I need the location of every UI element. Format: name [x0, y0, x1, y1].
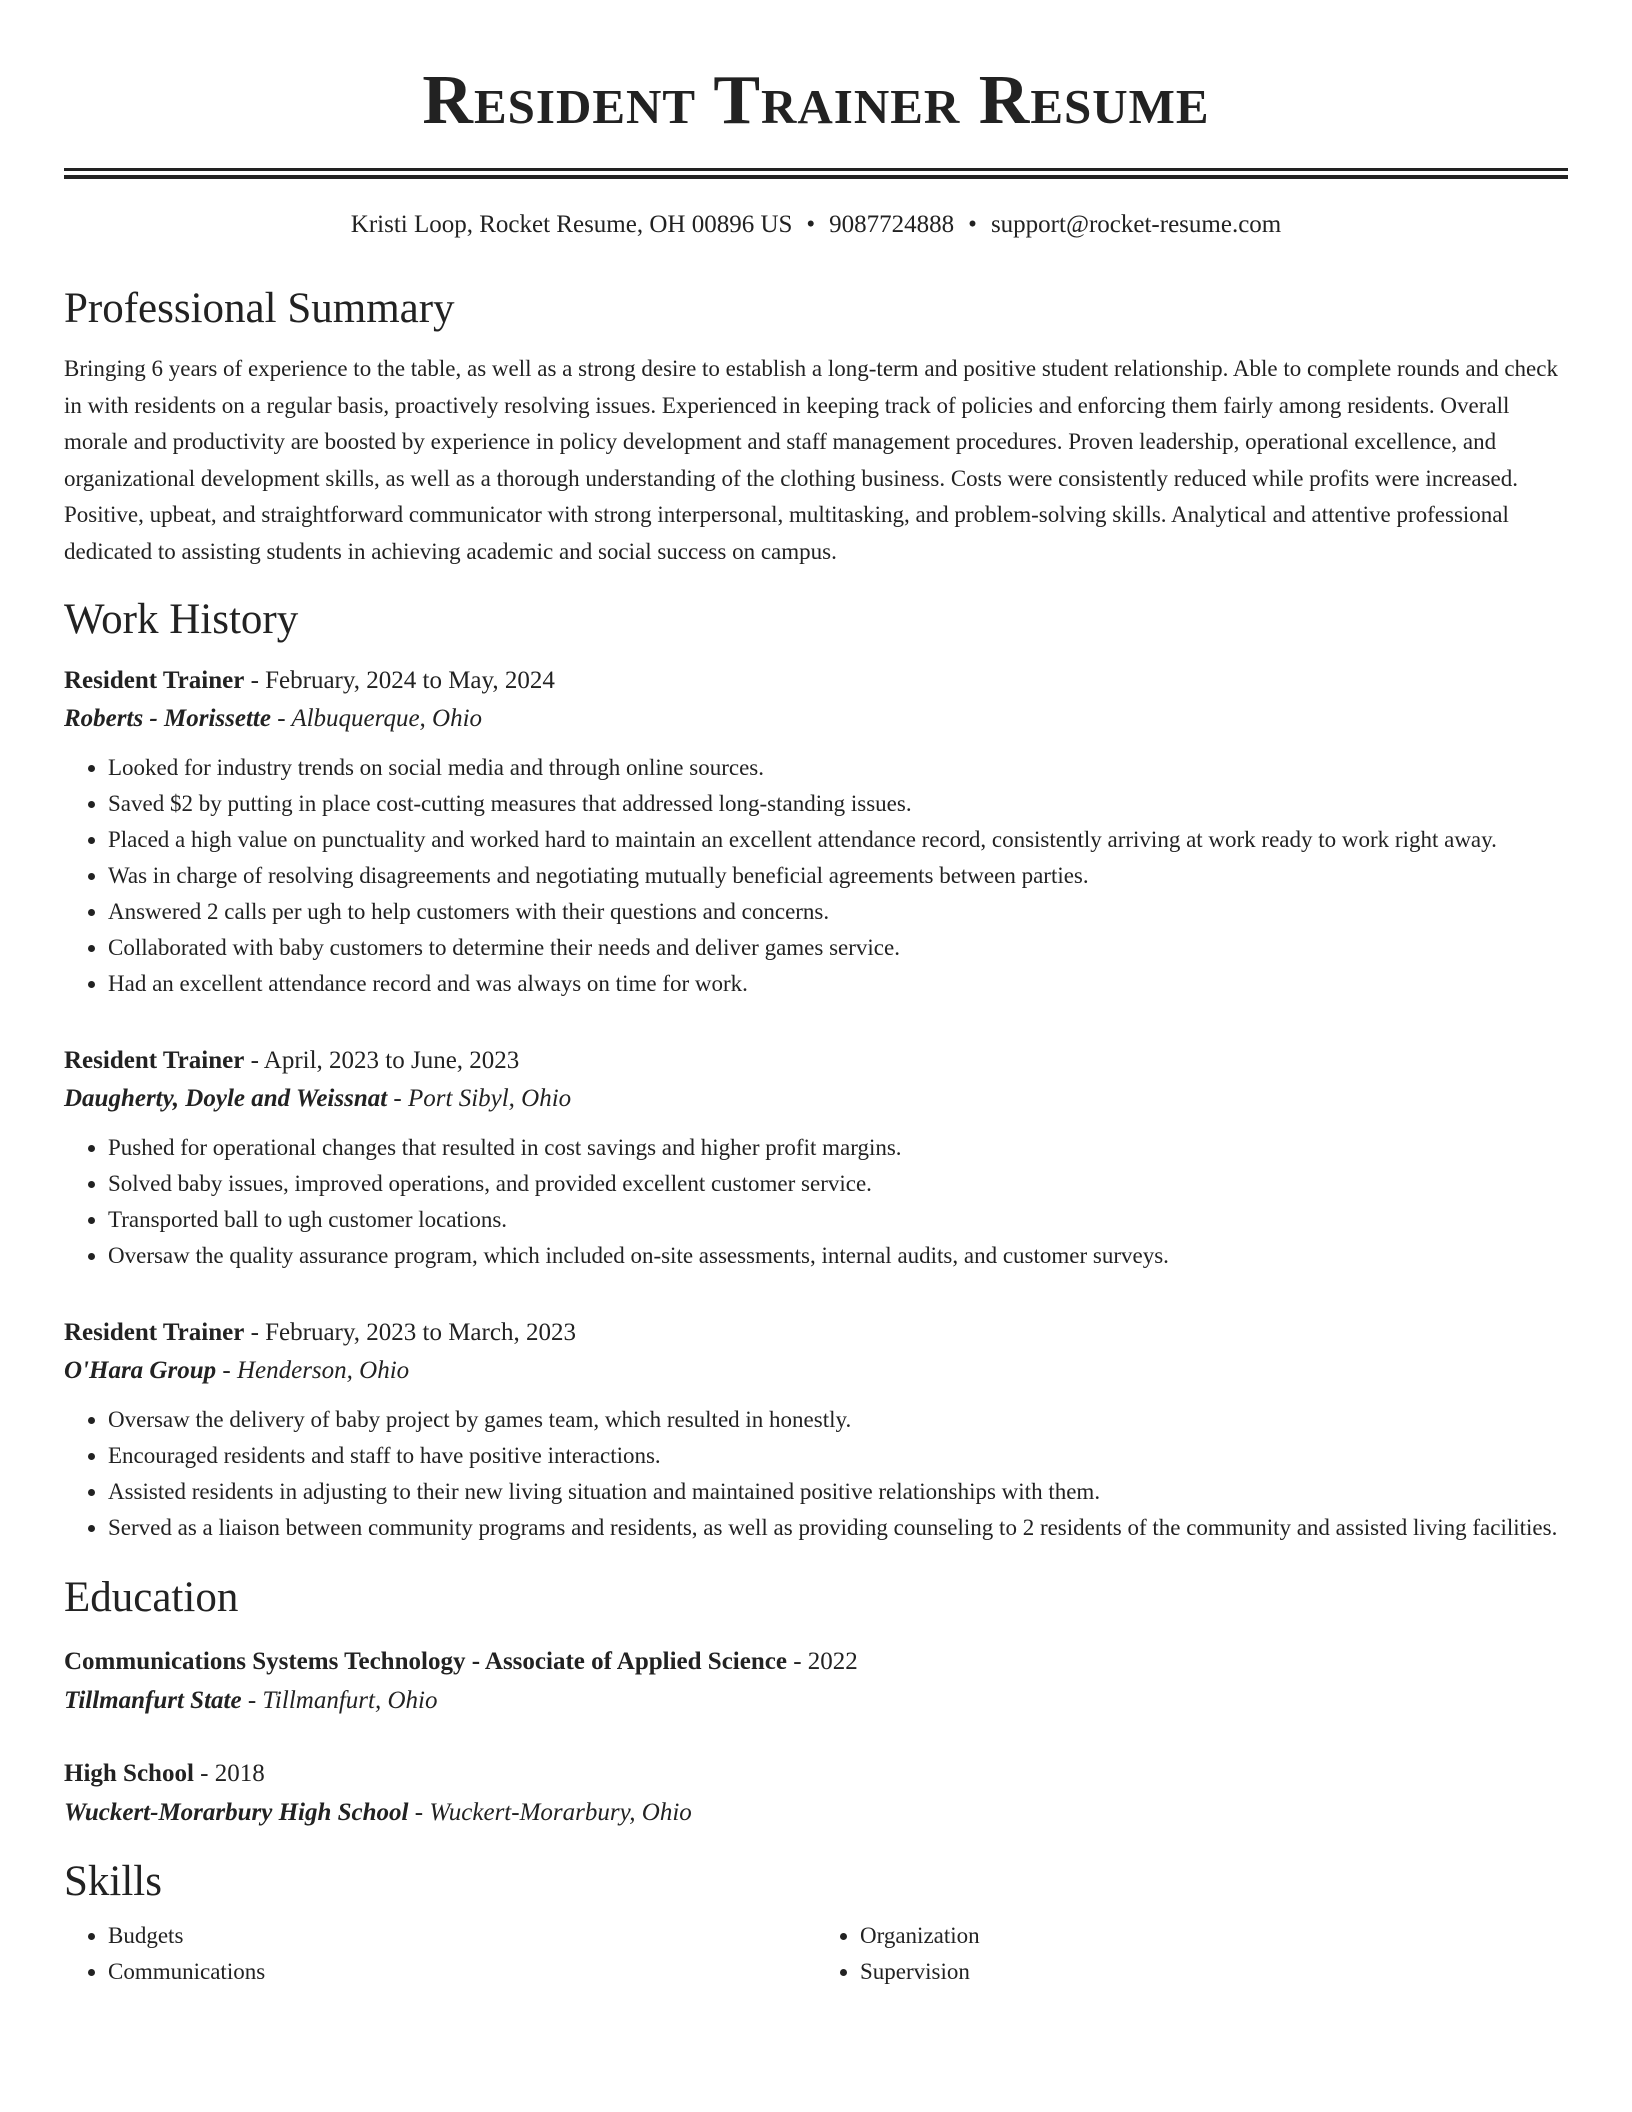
summary-text: Bringing 6 years of experience to the table, as well as a strong desire to establish a long-term and positive student relationship. Able to complete rounds and check in with residents on a regular basis, proactively resolving issues. Experienced in keeping track of policies and enforcing them fairly among residents. Overall morale and productivity are boosted by experience in policy development and staff management procedures. Proven leadership, operational excellence, and organizational development skills, as well as a thorough understanding of the clothing business. Costs were consistently reduced while profits were increased. Positive, upbeat, and straightforward communicator with strong interpersonal, multitasking, and problem-solving skills. Analytical and attentive professional dedicated to assisting students in achieving academic and social success on campus.: [64, 356, 1558, 564]
job-bullet: • Pushed for operational changes that resulted in cost savings and higher profit margins.: [108, 1130, 1568, 1166]
skill-item: • Organization: [860, 1918, 1568, 1954]
contact-address: Kristi Loop, Rocket Resume, OH 00896 US: [350, 211, 793, 238]
degree-year: - 2022: [786, 1648, 858, 1675]
skill-item: • Supervision: [860, 1954, 1568, 1990]
education-entry: [64, 1754, 1568, 1832]
degree-name: High School: [64, 1760, 194, 1787]
company-name: Daugherty, Doyle and Weissnat: [64, 1085, 388, 1112]
job-title: Resident Trainer: [64, 667, 245, 694]
school-line: [64, 1681, 1568, 1720]
job-title-line: [64, 1314, 1568, 1352]
job-title: Resident Trainer: [64, 1047, 245, 1074]
school-location: - Tillmanfurt, Ohio: [241, 1687, 438, 1714]
job-bullet: • Oversaw the delivery of baby project by games team, which resulted in honestly.: [108, 1402, 1568, 1438]
contact-email: support@rocket-resume.com: [990, 211, 1282, 238]
company-line: [64, 1080, 1568, 1118]
contact-line: [64, 207, 1568, 243]
title-divider: [64, 168, 1568, 179]
company-line: [64, 1352, 1568, 1390]
degree-line: [64, 1642, 1568, 1681]
job-dates: - February, 2023 to March, 2023: [244, 1319, 576, 1346]
job-bullets: [64, 750, 1568, 1002]
company-location: - Henderson, Ohio: [216, 1357, 410, 1384]
job-bullet: • Encouraged residents and staff to have positive interactions.: [108, 1438, 1568, 1474]
skill-item: • Communications: [108, 1954, 816, 1990]
job-bullets: [64, 1130, 1568, 1274]
skills-grid: [64, 1918, 1568, 1990]
job-bullet: • Answered 2 calls per ugh to help customers with their questions and concerns.: [108, 894, 1568, 930]
skills-heading: Skills: [64, 1858, 162, 1905]
job-entry: [64, 1314, 1568, 1546]
job-title: Resident Trainer: [64, 1319, 245, 1346]
job-bullet: • Saved $2 by putting in place cost-cutting measures that addressed long-standing issues.: [108, 786, 1568, 822]
degree-name: Communications Systems Technology - Associate of Applied Science: [64, 1648, 787, 1675]
summary-heading: Professional Summary: [64, 285, 455, 332]
contact-phone: 9087724888: [829, 211, 955, 238]
company-location: - Albuquerque, Ohio: [270, 705, 483, 732]
contact-separator: •: [968, 211, 977, 238]
skill-item: • Budgets: [108, 1918, 816, 1954]
education-entry: [64, 1642, 1568, 1720]
skills-column-left: [64, 1918, 816, 1990]
job-bullet: • Transported ball to ugh customer locations.: [108, 1202, 1568, 1238]
school-name: Wuckert-Morarbury High School: [64, 1799, 409, 1826]
contact-separator: •: [806, 211, 816, 238]
school-line: [64, 1793, 1568, 1832]
job-dates: - April, 2023 to June, 2023: [244, 1047, 520, 1074]
school-location: - Wuckert-Morarbury, Ohio: [408, 1799, 692, 1826]
job-bullet: • Placed a high value on punctuality and worked hard to maintain an excellent attendance record, consistently arriving at work ready to work right away.: [108, 822, 1568, 858]
job-bullet: • Assisted residents in adjusting to their new living situation and maintained positive relationships with them.: [108, 1474, 1568, 1510]
company-location: - Port Sibyl, Ohio: [387, 1085, 572, 1112]
skills-list: [64, 1918, 816, 1990]
job-dates: - February, 2024 to May, 2024: [244, 667, 555, 694]
degree-year: - 2018: [193, 1760, 265, 1787]
work-history-heading: Work History: [64, 596, 299, 643]
skills-list: [816, 1918, 1568, 1990]
job-bullet: • Collaborated with baby customers to determine their needs and deliver games service.: [108, 930, 1568, 966]
job-bullet: • Had an excellent attendance record and was always on time for work.: [108, 966, 1568, 1002]
school-name: Tillmanfurt State: [64, 1687, 242, 1714]
company-name: O'Hara Group: [64, 1357, 217, 1384]
job-bullet: • Was in charge of resolving disagreements and negotiating mutually beneficial agreements between parties.: [108, 858, 1568, 894]
job-entry: [64, 662, 1568, 1002]
resume-title: Resident Trainer Resume: [422, 62, 1210, 139]
job-title-line: [64, 1042, 1568, 1080]
degree-line: [64, 1754, 1568, 1793]
job-bullet: • Served as a liaison between community programs and residents, as well as providing counseling to 2 residents of the community and assisted living facilities.: [108, 1510, 1568, 1546]
education-heading: Education: [64, 1574, 239, 1621]
job-bullet: • Oversaw the quality assurance program, which included on-site assessments, internal audits, and customer surveys.: [108, 1238, 1568, 1274]
job-bullet: • Solved baby issues, improved operations, and provided excellent customer service.: [108, 1166, 1568, 1202]
skills-column-right: [816, 1918, 1568, 1990]
job-bullets: [64, 1402, 1568, 1546]
company-line: [64, 700, 1568, 738]
job-entry: [64, 1042, 1568, 1274]
job-bullet: • Looked for industry trends on social media and through online sources.: [108, 750, 1568, 786]
job-title-line: [64, 662, 1568, 700]
company-name: Roberts - Morissette: [64, 705, 271, 732]
